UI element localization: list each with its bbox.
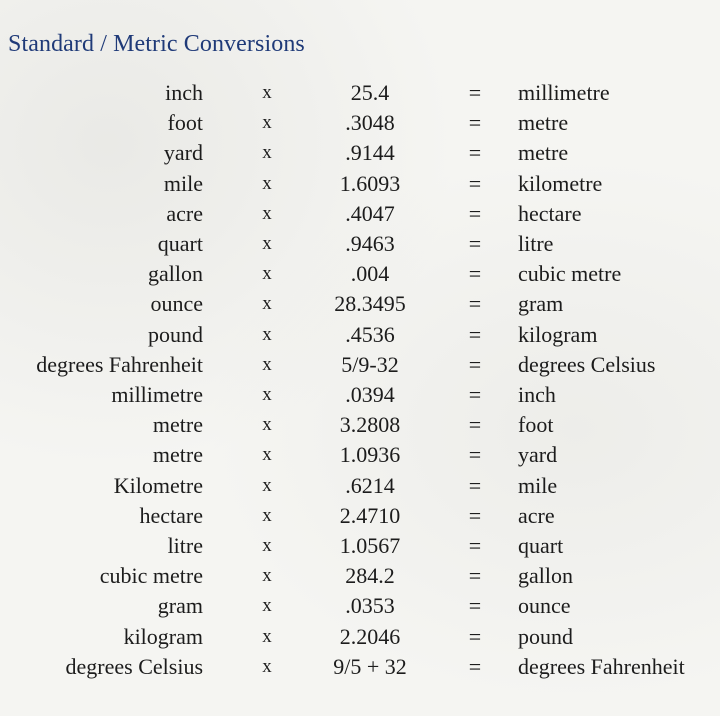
conversion-factor: 2.4710 — [339, 502, 401, 528]
equals-sign: = — [468, 140, 482, 166]
to-unit: ounce — [518, 593, 571, 619]
to-unit: gallon — [518, 563, 573, 589]
to-unit: degrees Fahrenheit — [518, 653, 685, 679]
from-unit: cubic metre — [99, 563, 203, 589]
to-unit: foot — [518, 412, 554, 438]
conversion-factor: .004 — [350, 261, 390, 287]
multiply-sign: x — [262, 504, 272, 526]
from-unit: acre — [166, 200, 203, 226]
multiply-sign: x — [262, 82, 272, 103]
equals-sign: = — [468, 472, 482, 498]
table-row — [0, 350, 720, 380]
from-unit: metre — [152, 412, 203, 438]
conversion-factor: .6214 — [345, 472, 395, 498]
multiply-sign: x — [262, 444, 272, 466]
from-unit: ounce — [150, 291, 203, 317]
equals-sign: = — [468, 231, 482, 256]
equals-sign: = — [468, 623, 482, 649]
multiply-sign: x — [262, 142, 272, 164]
multiply-sign: x — [262, 625, 272, 647]
multiply-sign: x — [262, 384, 272, 405]
equals-sign: = — [468, 291, 482, 317]
conversion-factor: .9463 — [345, 231, 395, 256]
from-unit: metre — [152, 442, 203, 468]
from-unit: foot — [167, 110, 203, 136]
table-row — [0, 289, 720, 319]
from-unit: gallon — [148, 261, 203, 287]
multiply-sign: x — [262, 323, 272, 345]
table-row — [0, 622, 720, 652]
table-row — [0, 78, 720, 108]
table-row — [0, 591, 720, 621]
table-row — [0, 229, 720, 259]
conversion-factor: 284.2 — [345, 563, 395, 589]
to-unit: metre — [518, 110, 569, 136]
multiply-sign: x — [262, 172, 272, 194]
multiply-sign: x — [262, 112, 272, 134]
to-unit: acre — [518, 502, 555, 528]
table-row — [0, 380, 720, 410]
table-row — [0, 259, 720, 289]
conversion-factor: 1.0936 — [339, 442, 401, 468]
from-unit: pound — [148, 321, 203, 347]
equals-sign: = — [468, 563, 482, 589]
equals-sign: = — [468, 412, 482, 438]
table-row — [0, 471, 720, 501]
multiply-sign: x — [262, 535, 272, 556]
multiply-sign: x — [262, 202, 272, 224]
to-unit: litre — [518, 231, 554, 256]
equals-sign: = — [468, 653, 482, 679]
equals-sign: = — [468, 200, 482, 226]
from-unit: gram — [157, 593, 203, 619]
from-unit: yard — [163, 140, 203, 166]
multiply-sign: x — [262, 474, 272, 496]
to-unit: cubic metre — [518, 261, 622, 287]
from-unit: millimetre — [111, 382, 203, 407]
equals-sign: = — [468, 321, 482, 347]
conversion-factor: 1.0567 — [339, 533, 401, 558]
from-unit: litre — [167, 533, 203, 558]
multiply-sign: x — [262, 655, 272, 677]
equals-sign: = — [468, 442, 482, 468]
to-unit: mile — [518, 472, 558, 498]
multiply-sign: x — [262, 414, 272, 436]
page-title: Standard / Metric Conversions — [8, 31, 305, 57]
conversion-factor: 2.2046 — [339, 623, 401, 649]
from-unit: quart — [157, 231, 203, 256]
to-unit: metre — [518, 140, 569, 166]
multiply-sign: x — [262, 565, 272, 587]
equals-sign: = — [468, 533, 482, 558]
equals-sign: = — [468, 170, 482, 196]
conversion-factor: 25.4 — [350, 80, 390, 105]
to-unit: millimetre — [518, 80, 610, 105]
table-row — [0, 169, 720, 199]
multiply-sign: x — [262, 353, 272, 375]
from-unit: Kilometre — [113, 472, 203, 498]
from-unit: mile — [163, 170, 203, 196]
from-unit: inch — [165, 80, 203, 105]
table-row — [0, 561, 720, 591]
to-unit: kilometre — [518, 170, 603, 196]
conversion-factor: 9/5 + 32 — [333, 653, 407, 679]
to-unit: inch — [518, 382, 556, 407]
to-unit: gram — [518, 291, 564, 317]
conversion-factor: 28.3495 — [334, 291, 406, 317]
conversion-factor: .0353 — [345, 593, 395, 619]
multiply-sign: x — [262, 263, 272, 285]
to-unit: hectare — [518, 200, 582, 226]
table-row — [0, 138, 720, 168]
table-row — [0, 501, 720, 531]
from-unit: kilogram — [123, 623, 203, 649]
equals-sign: = — [468, 593, 482, 619]
to-unit: degrees Celsius — [518, 351, 656, 377]
to-unit: quart — [518, 533, 564, 558]
table-row — [0, 108, 720, 138]
multiply-sign: x — [262, 293, 272, 315]
conversion-factor: .4047 — [345, 200, 395, 226]
multiply-sign: x — [262, 595, 272, 617]
to-unit: kilogram — [518, 321, 598, 347]
multiply-sign: x — [262, 233, 272, 254]
to-unit: yard — [518, 442, 558, 468]
equals-sign: = — [468, 80, 482, 105]
from-unit: hectare — [139, 502, 203, 528]
equals-sign: = — [468, 502, 482, 528]
table-row — [0, 440, 720, 470]
to-unit: pound — [518, 623, 573, 649]
conversion-factor: 3.2808 — [339, 412, 401, 438]
conversion-factor: 5/9-32 — [341, 351, 399, 377]
conversion-factor: .4536 — [345, 321, 395, 347]
table-row — [0, 531, 720, 561]
equals-sign: = — [468, 382, 482, 407]
table-row — [0, 410, 720, 440]
equals-sign: = — [468, 351, 482, 377]
from-unit: degrees Fahrenheit — [36, 351, 203, 377]
table-row — [0, 320, 720, 350]
conversion-factor: 1.6093 — [339, 170, 401, 196]
conversion-factor: .9144 — [345, 140, 395, 166]
table-row — [0, 652, 720, 682]
table-row — [0, 199, 720, 229]
equals-sign: = — [468, 110, 482, 136]
equals-sign: = — [468, 261, 482, 287]
from-unit: degrees Celsius — [65, 653, 203, 679]
conversion-factor: .3048 — [345, 110, 395, 136]
conversion-factor: .0394 — [345, 382, 395, 407]
